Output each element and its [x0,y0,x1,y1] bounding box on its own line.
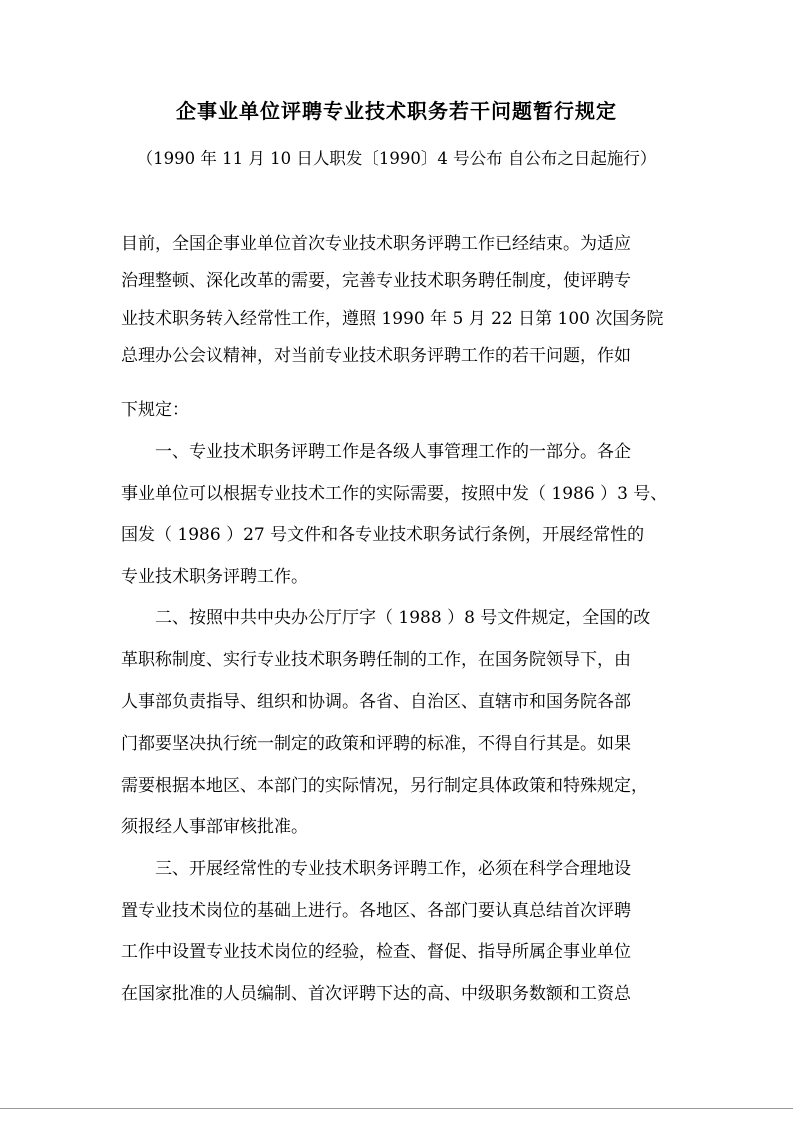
section3-line: 三、开展经常性的专业技术职务评聘工作，必须在科学合理地设 [155,859,631,879]
section2-line: 二、按照中共中央办公厅厅字（ 1988 ）8 号文件规定，全国的改 [155,608,651,628]
section2-line: 需要根据本地区、本部门的实际情况，另行制定具体政策和特殊规定， [121,776,648,796]
preamble-line: 业技术职务转入经常性工作，遵照 1990 年 5 月 22 日第 100 次国务院 [121,309,664,329]
section3-line: 工作中设置专业技术岗位的经验，检查、督促、指导所属企事业单位 [121,942,631,962]
section2-line: 革职称制度、实行专业技术职务聘任制的工作，在国务院领导下，由 [121,650,631,670]
preamble-line: 总理办公会议精神，对当前专业技术职务评聘工作的若干问题，作如 [121,346,631,366]
document-subtitle: （1990 年 11 月 10 日人职发〔1990〕4 号公布 自公布之日起施行） [136,149,657,168]
section3-line: 在国家批准的人员编制、首次评聘下达的高、中级职务数额和工资总 [121,984,631,1004]
preamble-line: 下规定： [121,400,189,420]
section1-line: 国发（ 1986 ）27 号文件和各专业技术职务试行条例，开展经常性的 [121,525,645,545]
section1-line: 专业技术职务评聘工作。 [121,567,308,587]
section2-line: 须报经人事部审核批准。 [121,817,308,837]
section3-line: 置专业技术岗位的基础上进行。各地区、各部门要认真总结首次评聘 [121,901,631,921]
preamble-line: 目前，全国企事业单位首次专业技术职务评聘工作已经结束。为适应 [121,234,631,254]
page-bottom-divider [0,1108,793,1109]
document-title: 企事业单位评聘专业技术职务若干问题暂行规定 [176,99,617,123]
section2-line: 门都要坚决执行统一制定的政策和评聘的标准，不得自行其是。如果 [121,734,631,754]
section1-line: 一、专业技术职务评聘工作是各级人事管理工作的一部分。各企 [155,442,631,462]
section2-line: 人事部负责指导、组织和协调。各省、自治区、直辖市和国务院各部 [121,692,631,712]
preamble-line: 治理整顿、深化改革的需要，完善专业技术职务聘任制度，使评聘专 [121,271,631,291]
section1-line: 事业单位可以根据专业技术工作的实际需要，按照中发（ 1986 ）3 号、 [121,484,668,504]
